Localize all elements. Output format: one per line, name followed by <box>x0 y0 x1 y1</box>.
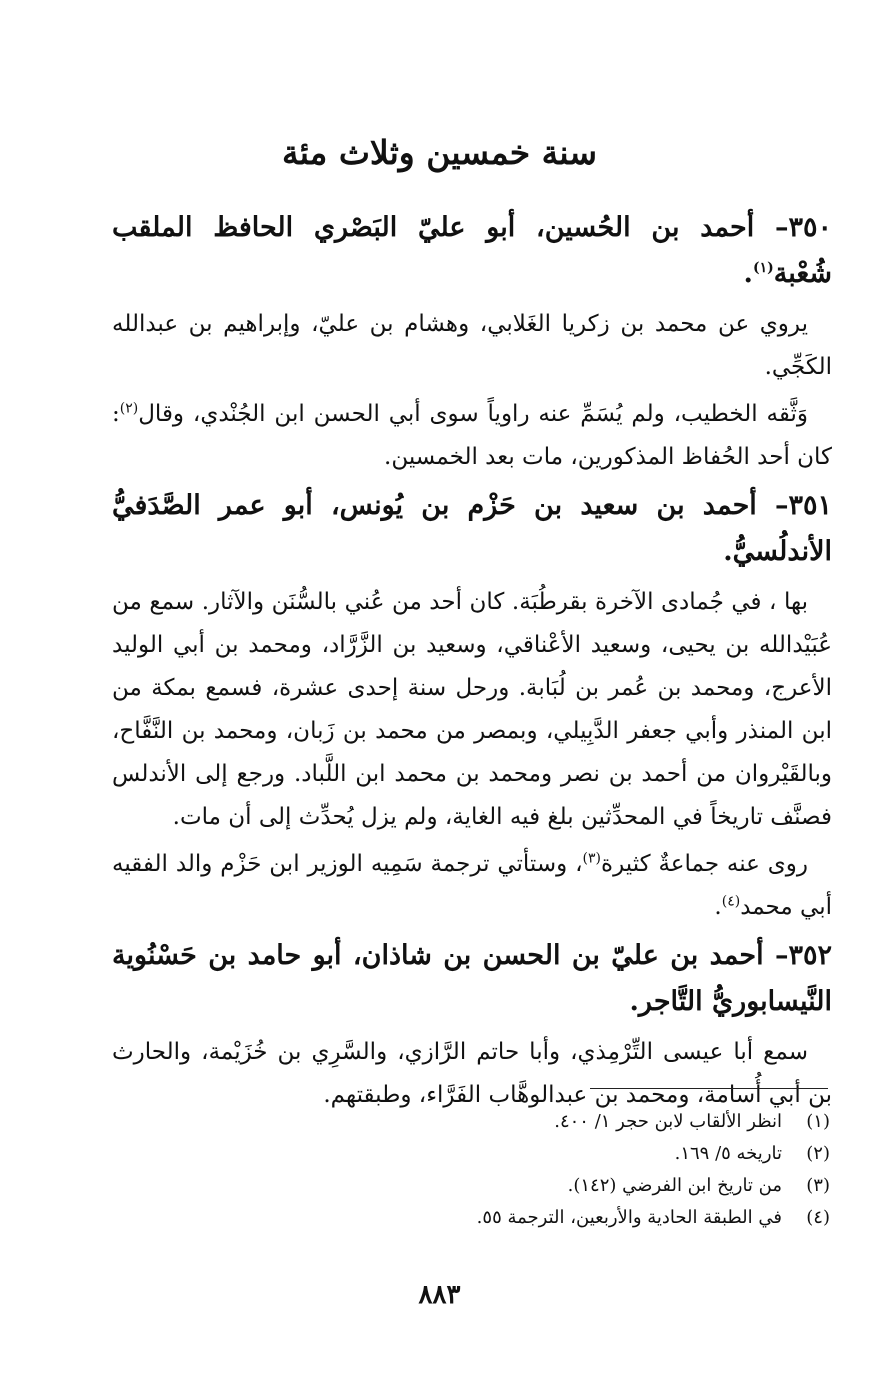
paragraph-text: . <box>714 894 722 920</box>
entry-heading-text: ٣٥٠– أحمد بن الحُسين، أبو عليّ البَصْري الحافظ الملقب شُعْبة <box>112 212 832 289</box>
paragraph-text: : كان أحد الحُفاظ المذكورين، مات بعد الخمسين. <box>112 401 832 470</box>
entry-351-paragraph-1: بها ، في جُمادى الآخرة بقرطُبَة. كان أحد من عُني بالسُّنَن والآثار. سمع من عُبَيْدالله بن يحيى، وسعيد الأعْناقي، وسعيد بن الزَّرَّاد، ومحمد بن أبي الوليد الأعرج، ومحمد بن عُمر بن لُبَابة. ورحل سنة إحدى عشرة، فسمع بمكة من ابن المنذر وأبي جعفر الدَّبِيلي، وبمصر من محمد بن زَبان، ومحمد بن النَّفَّاح، وبالقَيْروان من أحمد بن نصر ومحمد بن محمد ابن اللَّباد. ورجع إلى الأندلس فصنَّف تاريخاً في المحدِّثين بلغ فيه الغاية، ولم يزل يُحدِّث إلى أن مات. <box>112 589 832 830</box>
footnote-item <box>300 1170 830 1202</box>
entry-351-paragraph-2 <box>112 843 832 929</box>
footnote-item <box>300 1202 830 1234</box>
entry-350-paragraph-2 <box>112 393 832 479</box>
entry-heading-352: ٣٥٢– أحمد بن عليّ بن الحسن بن شاذان، أبو حامد بن حَسْنُوية النَّيسابوريُّ التَّاجر. <box>112 940 832 1017</box>
footnote-number: (٤) <box>806 1207 830 1228</box>
footnote-number: (١) <box>806 1111 830 1132</box>
footnote-item <box>300 1138 830 1170</box>
footnote-ref: (٢) <box>119 400 139 417</box>
footnote-item <box>300 1106 830 1138</box>
page-title: سنة خمسين وثلاث مئة <box>282 133 597 172</box>
heading-period: . <box>743 258 753 289</box>
page-number: ٨٨٣ <box>418 1280 461 1310</box>
footnote-ref: (٣) <box>582 850 602 867</box>
footnote-text: في الطبقة الحادية والأربعين، الترجمة ٥٥. <box>476 1207 782 1228</box>
main-content <box>112 205 832 1121</box>
entry-heading-350 <box>112 205 832 297</box>
footnote-number: (٣) <box>806 1175 830 1196</box>
footnote-number: (٢) <box>806 1143 830 1164</box>
footnote-ref: (٤) <box>721 893 741 910</box>
paragraph-text: ، وستأتي ترجمة سَمِيه الوزير ابن حَزْم والد الفقيه أبي محمد <box>112 851 832 920</box>
footnote-text: تاريخه ٥/ ١٦٩. <box>674 1143 782 1164</box>
footnote-text: من تاريخ ابن الفرضي (١٤٢). <box>567 1175 782 1196</box>
entry-352-paragraph-1: سمع أبا عيسى التِّرْمِذي، وأبا حاتم الرَّازي، والسَّرِي بن خُزَيْمة، والحارث بن أبي أُسامة، ومحمد بن عبدالوهَّاب الفَرَّاء، وطبقتهم. <box>112 1039 832 1108</box>
footnote-ref: (١) <box>752 260 774 276</box>
paragraph-text: وَثَّقه الخطيب، ولم يُسَمِّ عنه راوياً سوى أبي الحسن ابن الجُنْدي، وقال <box>138 401 808 427</box>
entry-350-paragraph-1: يروي عن محمد بن زكريا الغَلابي، وهشام بن عليّ، وإبراهيم بن عبدالله الكَجِّي. <box>112 311 832 380</box>
footnote-divider <box>590 1088 828 1089</box>
paragraph-text: روى عنه جماعةٌ كثيرة <box>601 851 809 877</box>
footnote-text: انظر الألقاب لابن حجر ١/ ٤٠٠. <box>554 1111 782 1132</box>
entry-heading-351: ٣٥١– أحمد بن سعيد بن حَزْم بن يُونس، أبو عمر الصَّدَفيُّ الأندلُسيُّ. <box>112 490 832 567</box>
footnotes-list <box>300 1106 830 1234</box>
